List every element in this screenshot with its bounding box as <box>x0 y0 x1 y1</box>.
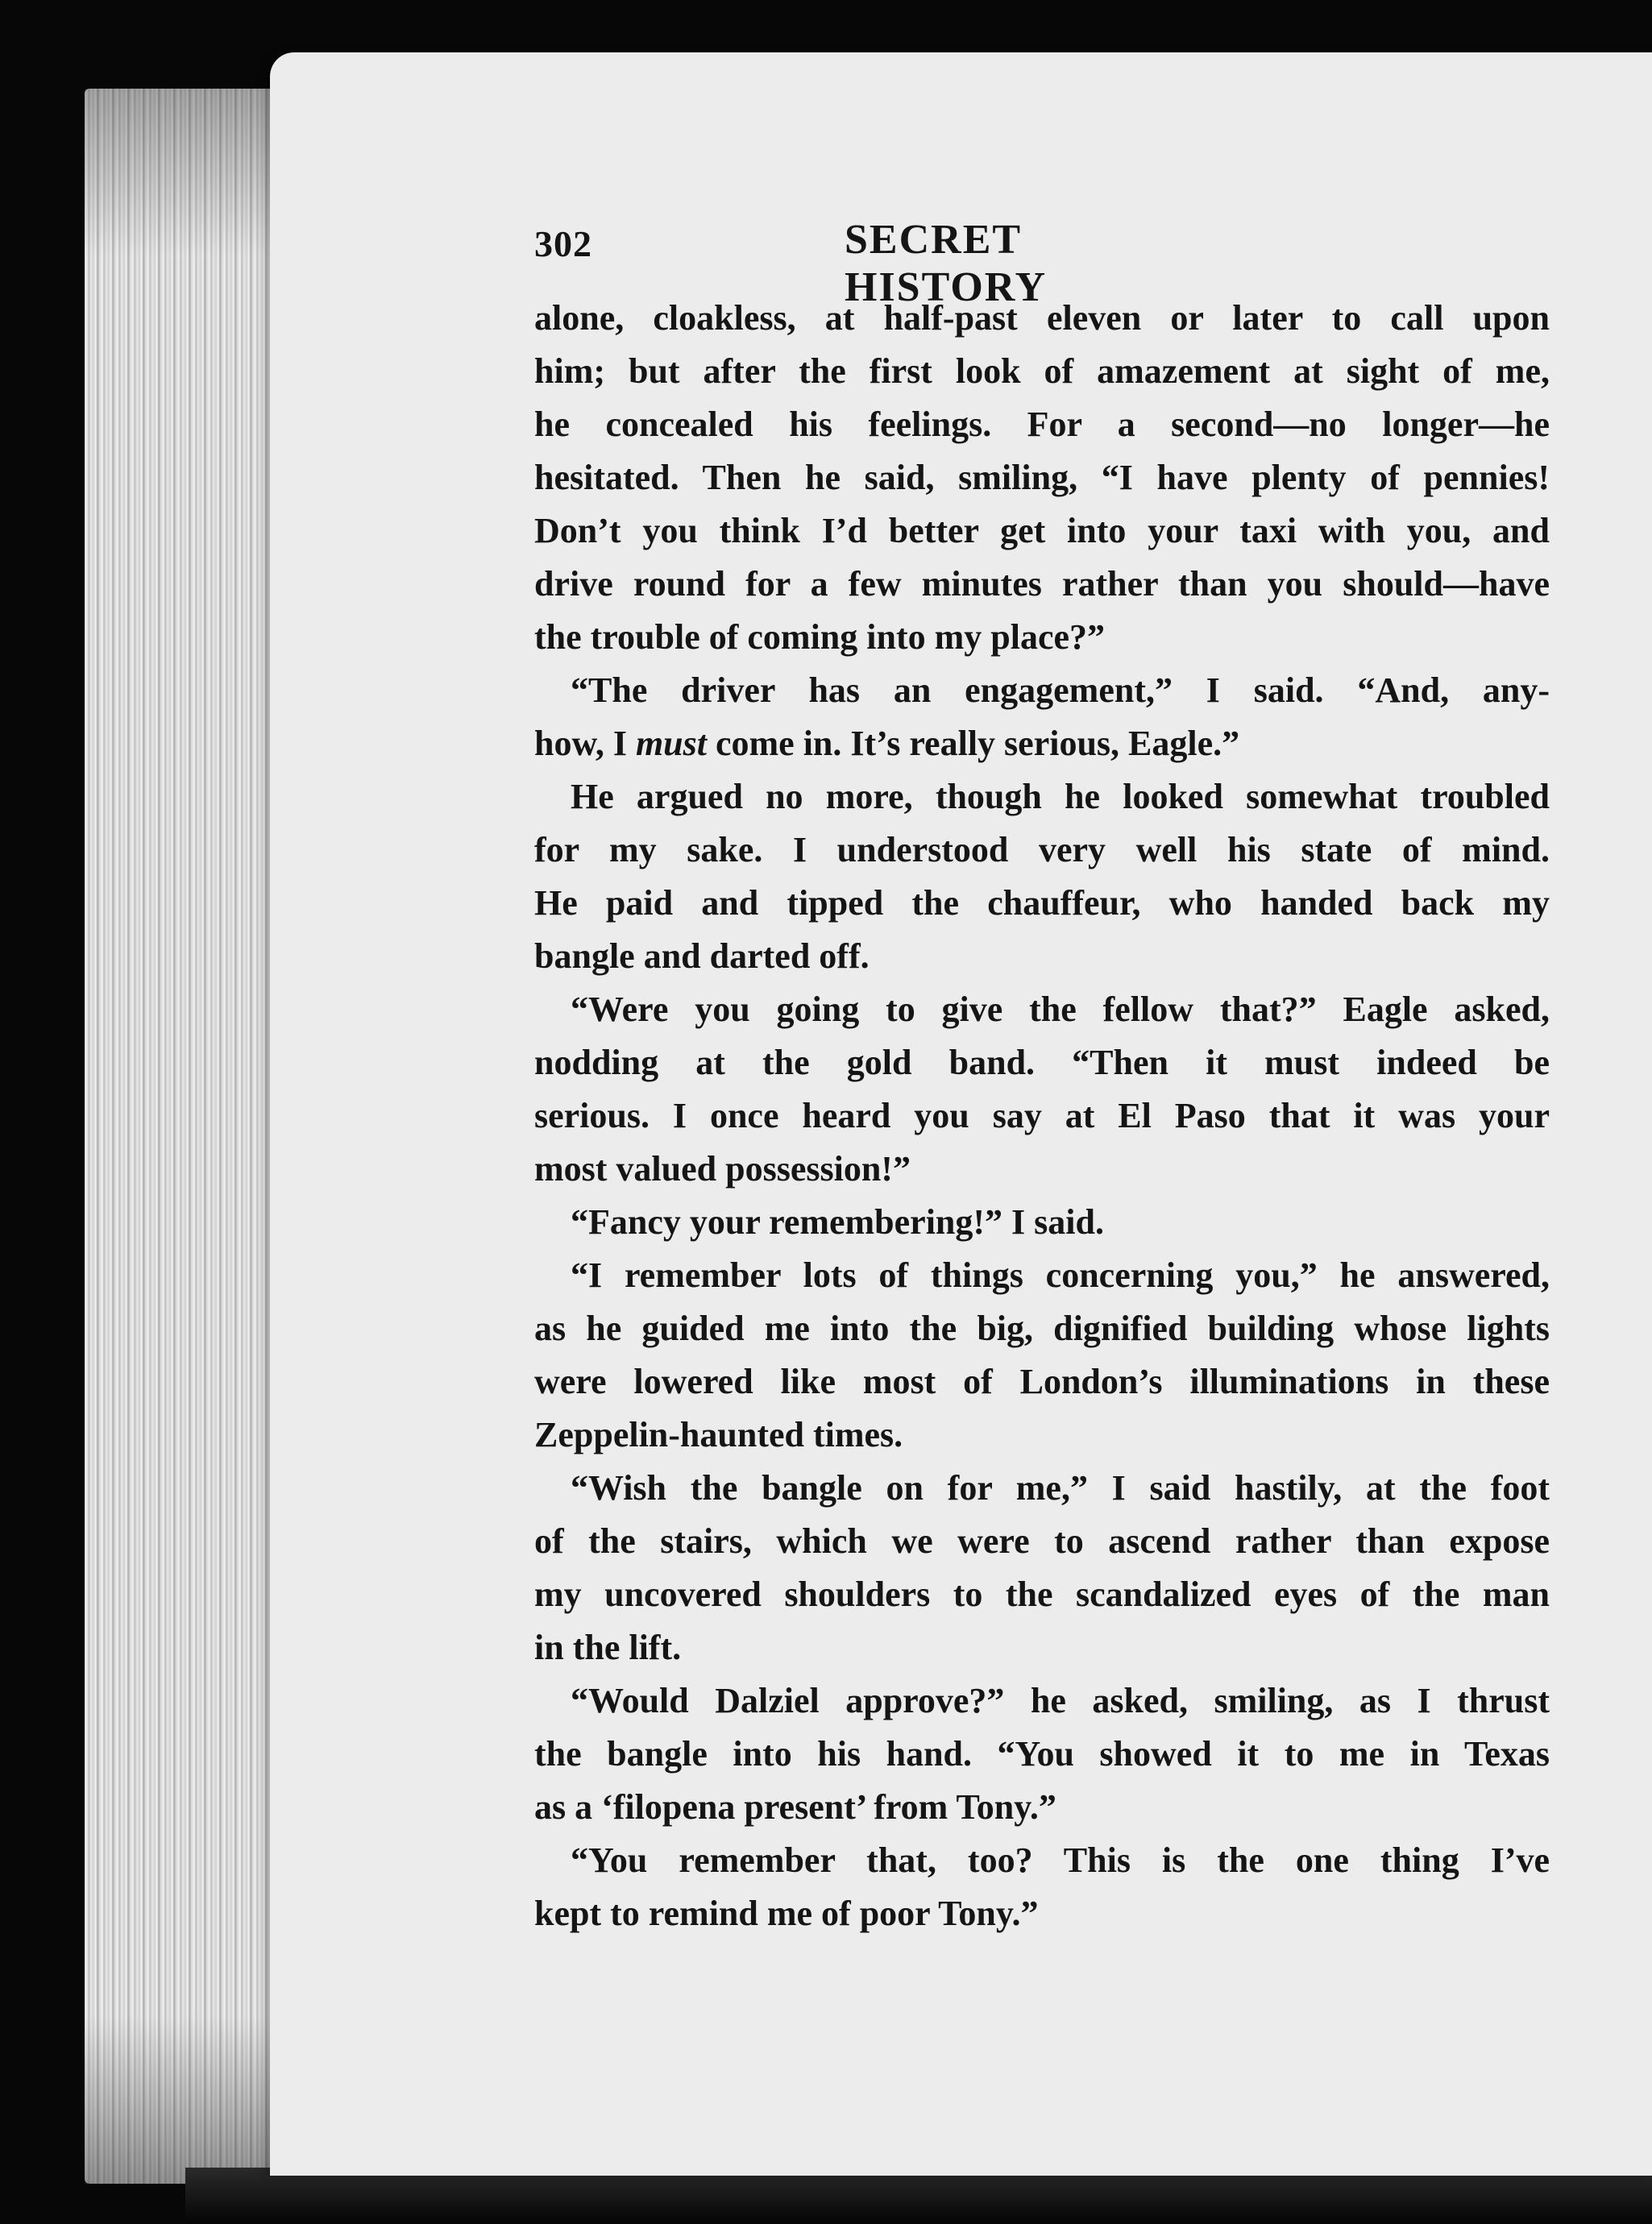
text-line: bangle and darted off. <box>534 936 870 976</box>
text-line: kept to remind me of poor Tony.” <box>534 1894 1039 1933</box>
book-page-edges <box>85 89 286 2184</box>
running-head <box>534 216 1227 310</box>
text-line <box>534 717 1550 770</box>
paragraph <box>534 1462 1550 1674</box>
paragraph <box>534 1249 1550 1462</box>
paragraph <box>534 1196 1550 1249</box>
text-line: Don’t you think I’d better get into your taxi with you, and <box>534 511 1550 550</box>
text-line: He argued no more, though he looked somewhat troubled <box>571 777 1550 816</box>
paragraph <box>534 983 1550 1196</box>
text-line: as a ‘filopena present’ from Tony.” <box>534 1787 1056 1827</box>
text-line: for my sake. I understood very well his state of mind. <box>534 830 1550 869</box>
text-line: my uncovered shoulders to the scandalized eyes of the man <box>534 1575 1550 1614</box>
paragraph <box>534 1674 1550 1834</box>
running-title: SECRET HISTORY <box>845 217 1048 310</box>
text-line: alone, cloakless, at half-past eleven or later to call upon <box>534 298 1550 338</box>
text-line: the bangle into his hand. “You showed it to me in Texas <box>534 1734 1550 1774</box>
text-line: “Wish the bangle on for me,” I said hastily, at the foot <box>571 1468 1550 1508</box>
text-line: most valued possession!” <box>534 1149 911 1189</box>
paragraph <box>534 770 1550 983</box>
bottom-shadow <box>185 2168 1652 2224</box>
text-line: He paid and tipped the chauffeur, who handed back my <box>534 883 1550 923</box>
text-line: of the stairs, which we were to ascend rather than expose <box>534 1521 1550 1561</box>
text-line: “The driver has an engagement,” I said. “And, any- <box>571 670 1550 710</box>
text-line: “Were you going to give the fellow that?” Eagle asked, <box>571 990 1550 1029</box>
text-line: nodding at the gold band. “Then it must indeed be <box>534 1043 1550 1082</box>
page-number: 302 <box>534 223 592 264</box>
text-run: how, I <box>534 724 636 763</box>
text-line: “Would Dalziel approve?” he asked, smiling, as I thrust <box>571 1681 1550 1720</box>
emphasized-word: must <box>635 724 707 763</box>
text-run: come in. It’s really serious, Eagle.” <box>707 724 1240 763</box>
text-line: hesitated. Then he said, smiling, “I have plenty of pennies! <box>534 458 1550 497</box>
text-line: “I remember lots of things concerning you,” he answered, <box>571 1255 1550 1295</box>
paragraph <box>534 664 1550 770</box>
text-line: “You remember that, too? This is the one thing I’ve <box>571 1840 1550 1880</box>
text-line: him; but after the first look of amazement at sight of me, <box>534 351 1550 391</box>
text-line: in the lift. <box>534 1628 682 1667</box>
text-line: as he guided me into the big, dignified building whose lights <box>534 1309 1550 1348</box>
paragraph <box>534 292 1550 664</box>
text-line: “Fancy your remembering!” I said. <box>571 1202 1104 1242</box>
text-line: he concealed his feelings. For a second—no longer—he <box>534 405 1550 444</box>
text-line: Zeppelin-haunted times. <box>534 1415 903 1454</box>
text-line: the trouble of coming into my place?” <box>534 617 1106 657</box>
text-line: drive round for a few minutes rather than you should—have <box>534 564 1550 604</box>
body-text <box>534 292 1550 1940</box>
text-line: were lowered like most of London’s illuminations in these <box>534 1362 1550 1401</box>
paragraph <box>534 1834 1550 1940</box>
text-line: serious. I once heard you say at El Paso that it was your <box>534 1096 1550 1135</box>
